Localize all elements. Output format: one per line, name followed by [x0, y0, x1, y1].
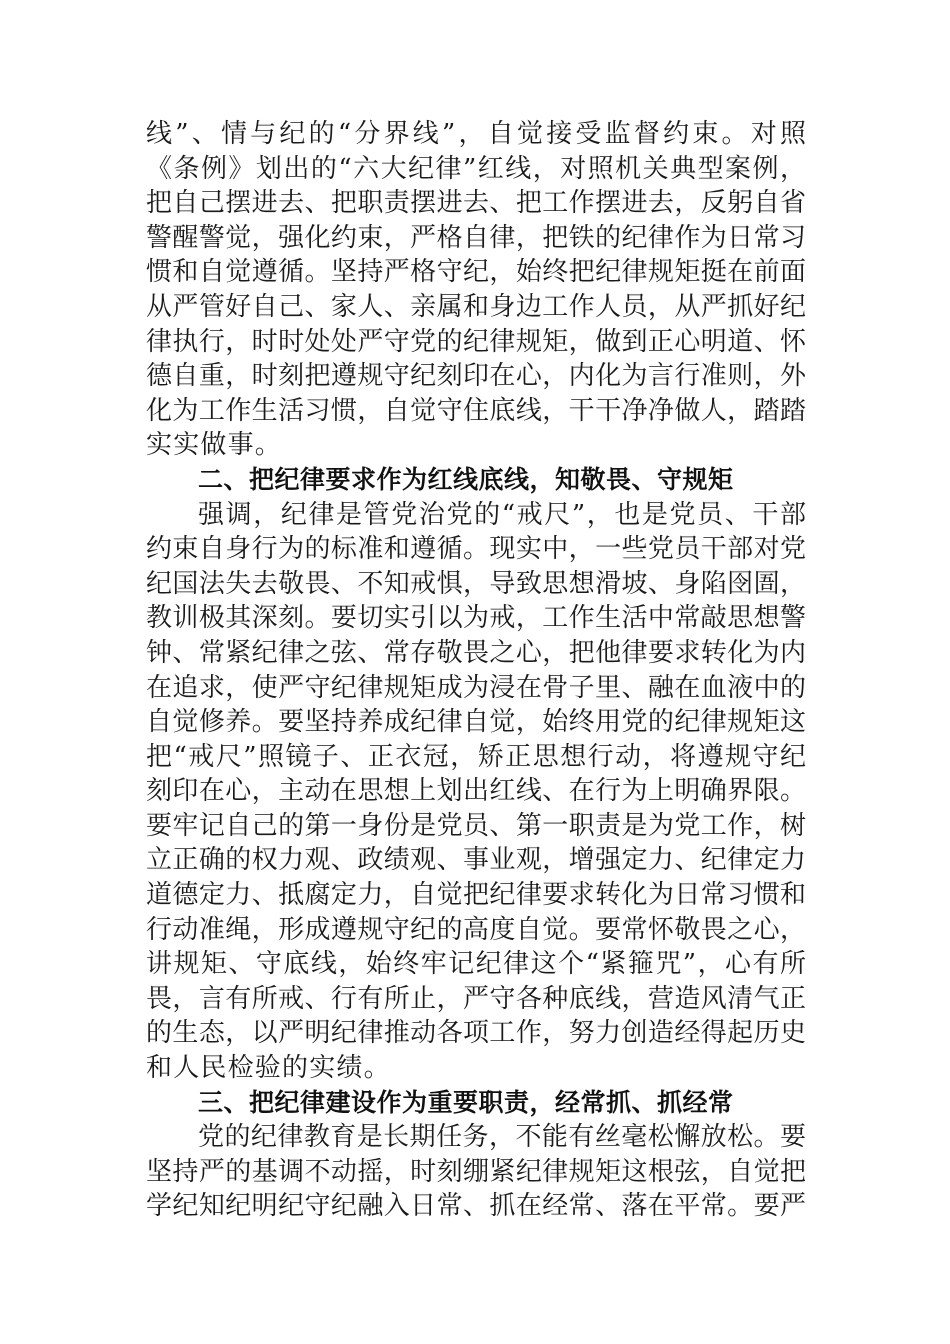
text-line: 德自重，时刻把遵规守纪刻印在心，内化为言行准则，外	[146, 361, 806, 392]
text-line: 党的纪律教育是长期任务，不能有丝毫松懈放松。要	[198, 1122, 806, 1153]
text-line: 从严管好自己、家人、亲属和身边工作人员，从严抓好纪	[146, 291, 806, 322]
text-line: 《条例》划出的“六大纪律”红线，对照机关典型案例，	[146, 153, 806, 184]
paragraph-1	[146, 117, 806, 463]
text-line: 刻印在心，主动在思想上划出红线、在行为上明确界限。	[146, 776, 806, 807]
text-line: 实实做事。	[146, 430, 283, 461]
text-line: 学纪知纪明纪守纪融入日常、抓在经常、落在平常。要严	[146, 1191, 806, 1222]
text-line: 律执行，时时处处严守党的纪律规矩，做到正心明道、怀	[146, 326, 806, 357]
text-line: 约束自身行为的标准和遵循。现实中，一些党员干部对党	[146, 534, 806, 565]
text-line: 畏，言有所戒、行有所止，严守各种底线，营造风清气正	[146, 983, 806, 1014]
document-body	[146, 117, 806, 1224]
text-line: 纪国法失去敬畏、不知戒惧，导致思想滑坡、身陷囹圄，	[146, 568, 806, 599]
text-line: 在追求，使严守纪律规矩成为浸在骨子里、融在血液中的	[146, 672, 806, 703]
text-line: 把“戒尺”照镜子、正衣冠，矫正思想行动，将遵规守纪	[146, 741, 806, 772]
text-line: 警醒警觉，强化约束，严格自律，把铁的纪律作为日常习	[146, 222, 806, 253]
text-line: 惯和自觉遵循。坚持严格守纪，始终把纪律规矩挺在前面	[146, 257, 806, 288]
text-line: 教训极其深刻。要切实引以为戒，工作生活中常敲思想警	[146, 603, 806, 634]
text-line: 和人民检验的实绩。	[146, 1053, 391, 1084]
text-line: 强调，纪律是管党治党的“戒尺”，也是党员、干部	[198, 499, 806, 530]
text-line: 讲规矩、守底线，始终牢记纪律这个“紧箍咒”，心有所	[146, 949, 806, 980]
text-line: 道德定力、抵腐定力，自觉把纪律要求转化为日常习惯和	[146, 880, 806, 911]
text-line: 线”、情与纪的“分界线”，自觉接受监督约束。对照	[146, 119, 806, 149]
text-line: 要牢记自己的第一身份是党员、第一职责是为党工作，树	[146, 810, 806, 841]
text-line: 行动准绳，形成遵规守纪的高度自觉。要常怀敬畏之心，	[146, 914, 806, 945]
text-line: 坚持严的基调不动摇，时刻绷紧纪律规矩这根弦，自觉把	[146, 1156, 806, 1187]
text-line: 化为工作生活习惯，自觉守住底线，干干净净做人，踏踏	[146, 395, 806, 426]
text-line: 把自己摆进去、把职责摆进去、把工作摆进去，反躬自省	[146, 188, 806, 219]
paragraph-2	[146, 498, 806, 1086]
section-heading-2: 二、把纪律要求作为红线底线，知敬畏、守规矩	[198, 464, 734, 494]
text-line: 自觉修养。要坚持养成纪律自觉，始终用党的纪律规矩这	[146, 707, 806, 738]
paragraph-3	[146, 1120, 806, 1224]
section-heading-3: 三、把纪律建设作为重要职责，经常抓、抓经常	[198, 1087, 734, 1117]
text-line: 立正确的权力观、政绩观、事业观，增强定力、纪律定力	[146, 845, 806, 876]
text-line: 钟、常紧纪律之弦、常存敬畏之心，把他律要求转化为内	[146, 637, 806, 668]
text-line: 的生态，以严明纪律推动各项工作，努力创造经得起历史	[146, 1018, 806, 1049]
